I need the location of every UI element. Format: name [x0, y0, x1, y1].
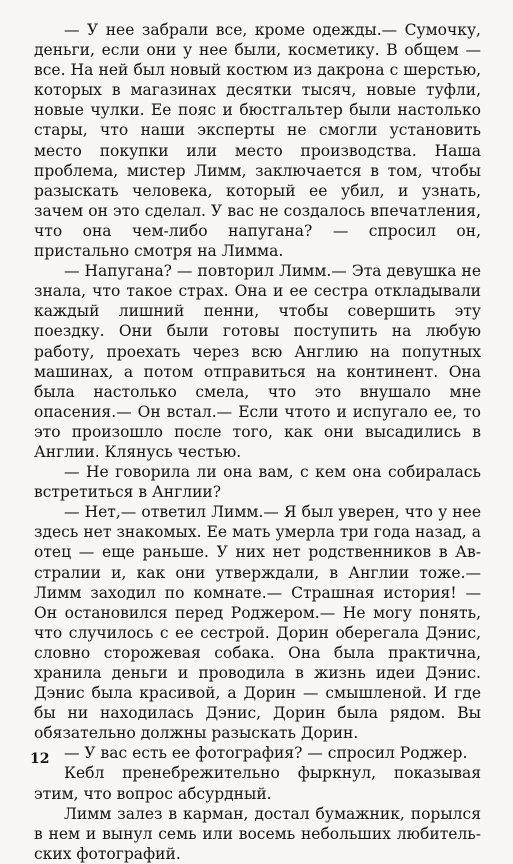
paragraph: Лимм залез в карман, достал бумажник, порылся в нем и вынул семь или восемь небольших любительских фотографий.	[34, 804, 481, 863]
paragraph: — У нее забрали все, кроме одежды.— Сумочку, деньги, если они у нее были, косметику. В общем — все. На ней был новый костюм из дакрона с шерстью, которых в магазинах десятки тысяч, новые туфли, новые чулки. Ее пояс и бюстгальтер были настолько стары, что наши эксперты не смогли установить место покупки или место производства. Наша проблема, мистер Лимм, заключается в том, чтобы разыскать человека, который ее убил, и узнать, зачем он это сделал. У вас не создалось впечатления, что она чем-либо напугана? — спросил он, пристально смотря на Лимма.	[34, 21, 481, 261]
paragraph: — Не говорила ли она вам, с кем она собиралась встретиться в Англии?	[34, 463, 481, 502]
paragraph: — У вас есть ее фотография? — спросил Роджер.	[64, 744, 468, 763]
paragraph: Кебл пренебрежительно фыркнул, показывая этим, что вопрос абсурдный.	[34, 764, 481, 803]
paragraph: — Напугана? — повторил Лимм.— Эта девушка не знала, что такое страх. Она и ее сестра откладывали каждый лишний пенни, чтобы совершить эту поездку. Они были готовы поступить на любую работу, проехать через всю Англию на попутных машинах, а потом отправиться на континент. Она была настолько смела, что это внушало мне опасения.— Он встал.— Если чтото и испугало ее, то это произошло после того, как они высадились в Англии. Клянусь честью.	[34, 262, 481, 461]
page-text	[34, 20, 481, 864]
page-number: 12	[30, 751, 50, 767]
paragraph: — Нет,— ответил Лимм.— Я был уверен, что у нее здесь нет знакомых. Ее мать умерла три года назад, а отец — еще раньше. У них нет родственников в Австралии и, как они утверждали, в Англии тоже.— Лимм заходил по комнате.— Страшная история! — Он остановился перед Роджером.— Не могу понять, что случилось с ее сестрой. Дорин оберегала Дэнис, словно сторожевая собака. Она была практична, хранила деньги и проводила в жизнь идеи Дэнис. Дэнис была красивой, а Дорин — смышленой. И где бы ни находилась Дэнис, Дорин была рядом. Вы обязательно должны разыскать Дорин.	[34, 503, 481, 743]
